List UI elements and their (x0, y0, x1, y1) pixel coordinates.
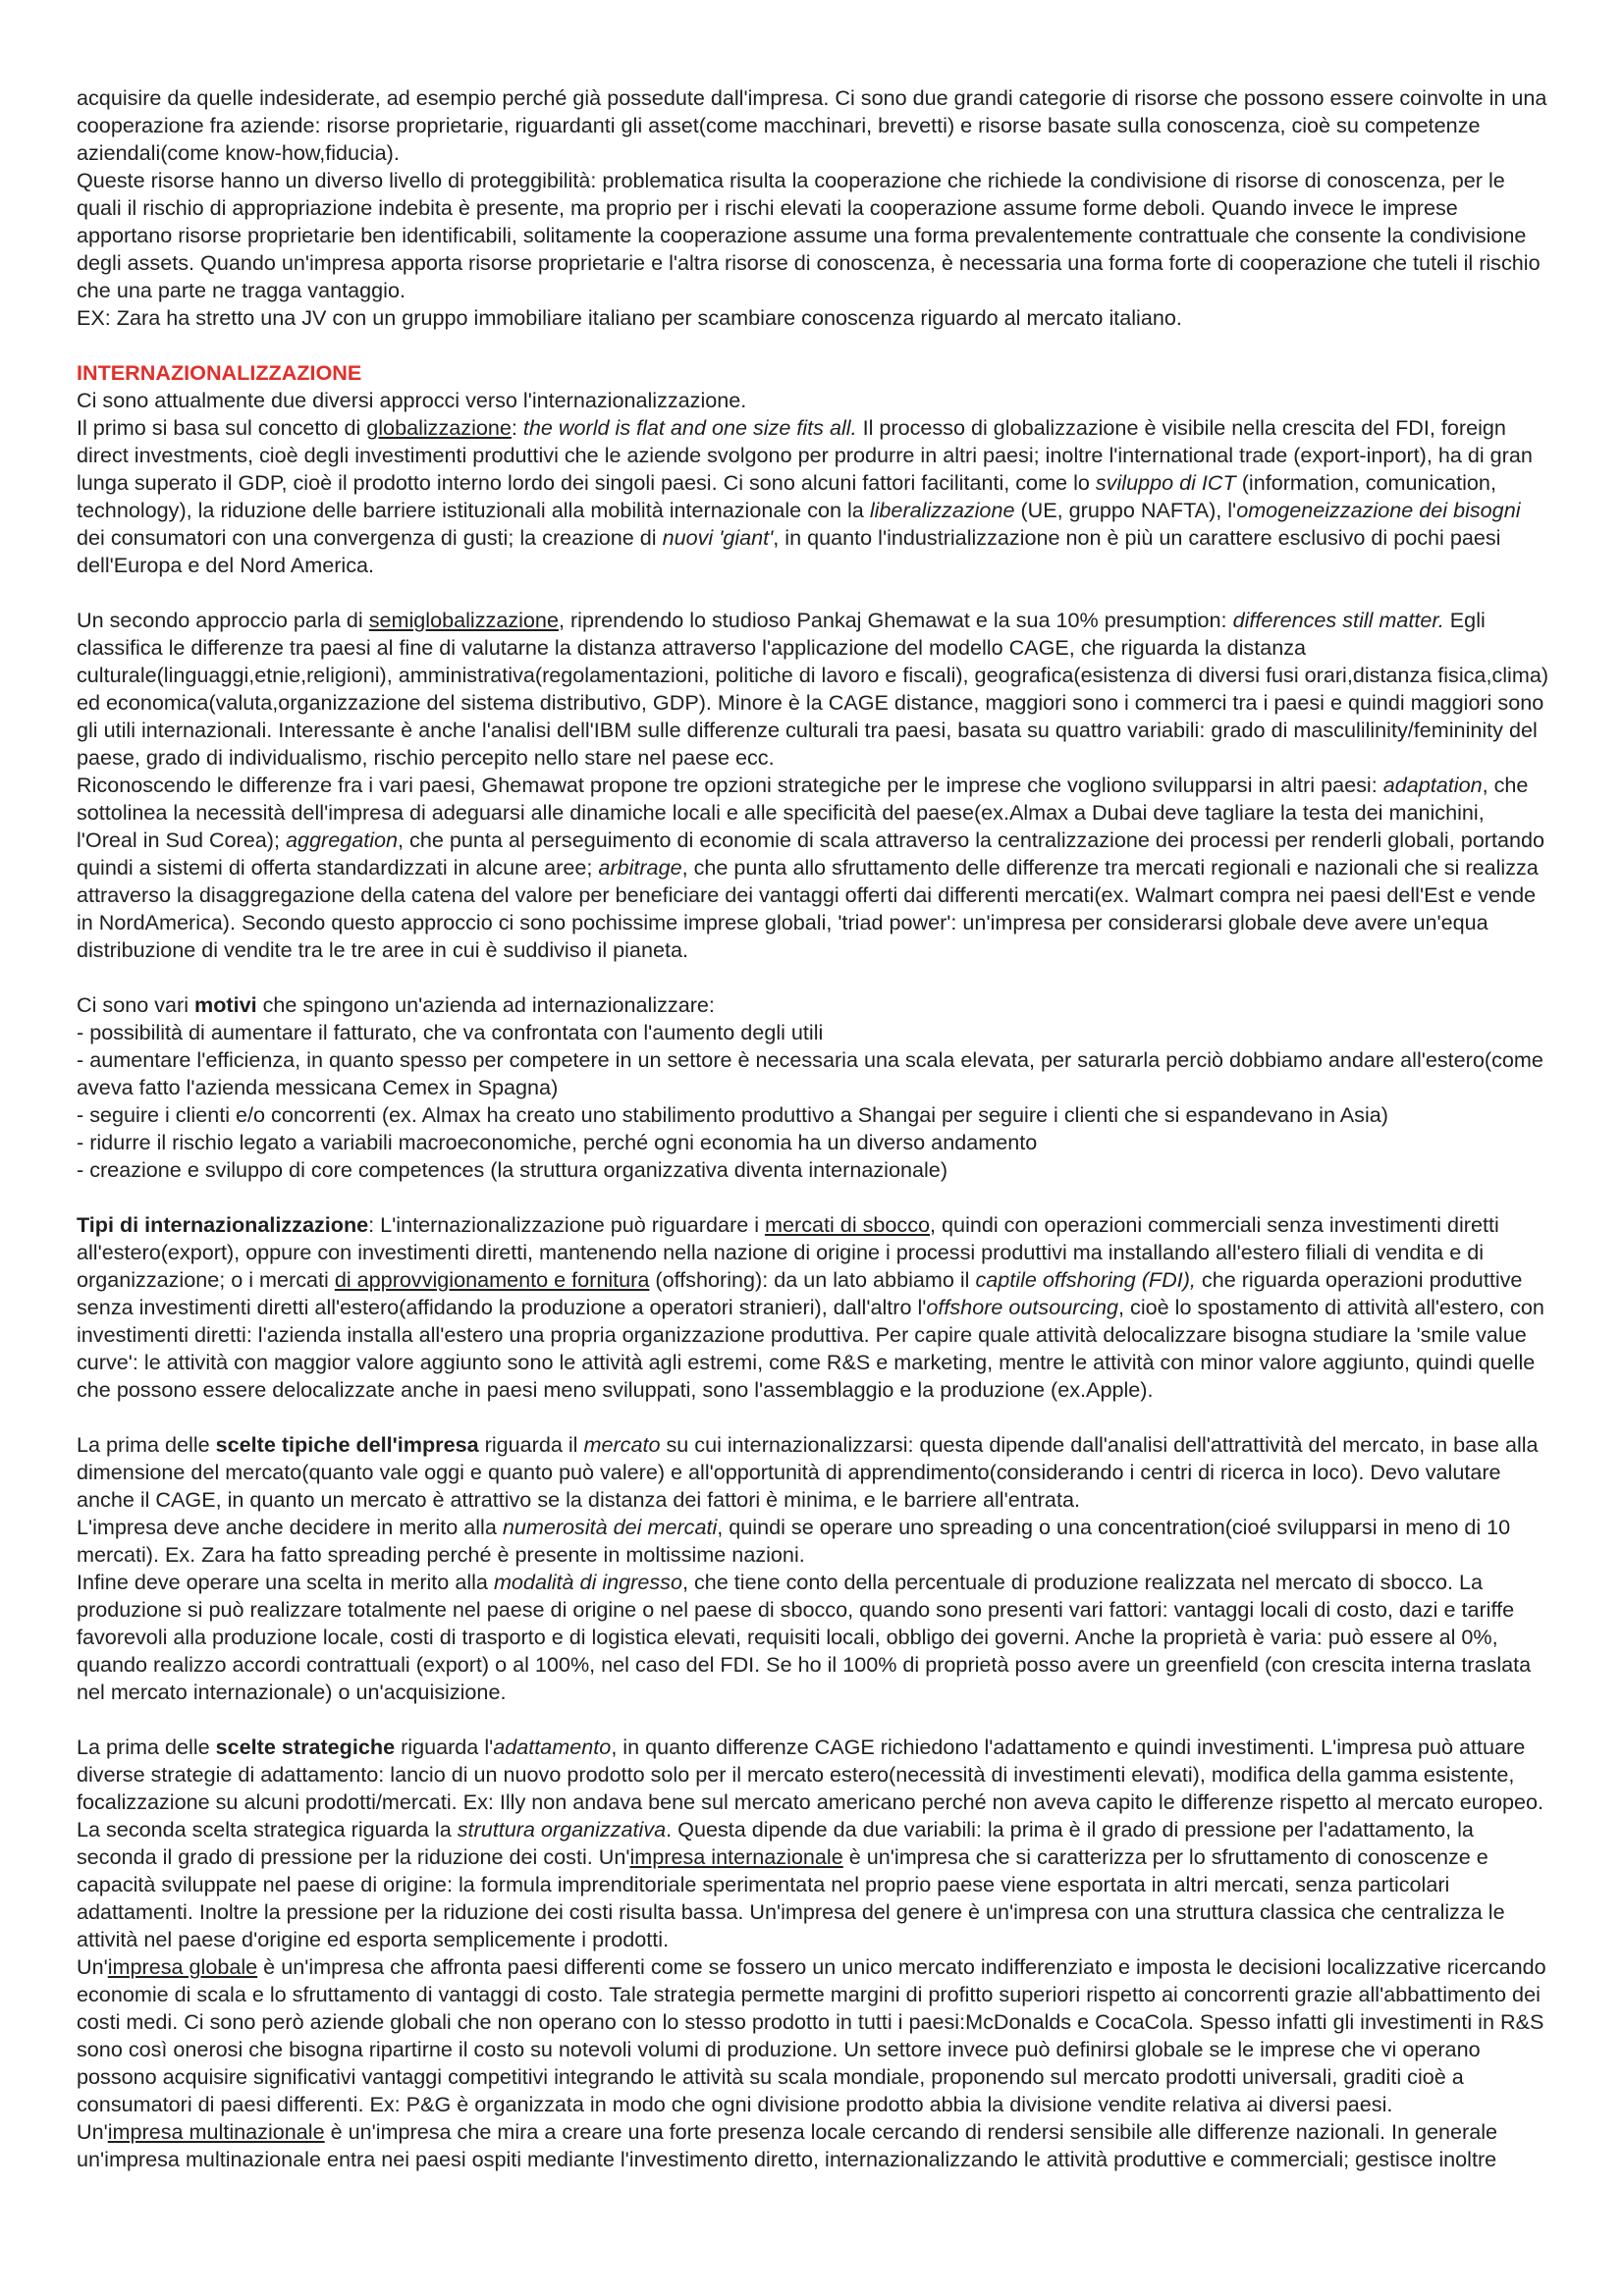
document-page (77, 84, 1549, 2173)
paragraph-modalita: Infine deve operare una scelta in merito alla modalità di ingresso, che tiene conto della percentuale di produzione realizzata nel mercato di sbocco. La produzione si può realizzare totalmente nel paese di origine o nel paese di sbocco, quando sono presenti vari fattori: vantaggi locali di costo, dazi e tariffe favorevoli alla produzione locale, costi di trasporto e di logistica elevati, requisiti locali, obbligo dei governi. Anche la proprietà è varia: può essere al 0%, quando realizzo accordi contrattuali (export) o al 100%, nel caso del FDI. Se ho il 100% di proprietà posso avere un greenfield (con crescita interna traslata nel mercato internazionale) o un'acquisizione. (77, 1570, 1532, 1704)
list-item: - possibilità di aumentare il fatturato, che va confrontata con l'aumento degli utili (77, 1020, 824, 1044)
paragraph-numerosita: L'impresa deve anche decidere in merito alla numerosità dei mercati, quindi se operare uno spreading o una concentration(cioé svilupparsi in meno di 10 mercati). Ex. Zara ha fatto spreading perché è presente in moltissime nazioni. (77, 1515, 1511, 1567)
intro-line: EX: Zara ha stretto una JV con un gruppo immobiliare italiano per scambiare conoscenza riguardo al mercato italiano. (77, 305, 1182, 330)
paragraph-approcci: Ci sono attualmente due diversi approcci verso l'internazionalizzazione. (77, 388, 747, 412)
paragraph-impresa-multinazionale: Un'impresa multinazionale è un'impresa che mira a creare una forte presenza locale cercando di rendersi sensibile alle differenze nazionali. In generale un'impresa multinazionale entra nei paesi ospiti mediante l'investimento diretto, internazionalizzando le attività produttive e commerciali; gestisce inoltre (77, 2119, 1498, 2171)
paragraph-strategie: Riconoscendo le differenze fra i vari paesi, Ghemawat propone tre opzioni strategiche per le imprese che vogliono svilupparsi in altri paesi: adaptation, che sottolinea la necessità dell'impresa di adeguarsi alle dinamiche locali e alle specificità del paese(ex.Almax a Dubai deve tagliare la testa dei manichini, l'Oreal in Sud Corea); aggregation, che punta al perseguimento di economie di scala attraverso la centralizzazione dei processi per renderli globali, portando quindi a sistemi di offerta standardizzati in alcune aree; arbitrage, che punta allo sfruttamento delle differenze tra mercati regionali e nazionali che si realizza attraverso la disaggregazione della catena del valore per beneficiare dei vantaggi offerti dai differenti mercati(ex. Walmart compra nei paesi dell'Est e vende in NordAmerica). Secondo questo approccio ci sono pochissime imprese globali, 'triad power': un'impresa per considerarsi globale deve avere un'equa distribuzione di vendite tra le tre aree in cui è suddiviso il pianeta. (77, 773, 1544, 962)
paragraph-motivi: Ci sono vari motivi che spingono un'azienda ad internazionalizzare: - possibilità di aumentare il fatturato, che va confrontata con l'aumento degli utili - aumentare l'efficienza, in quanto spesso per competere in un settore è necessaria una scala elevata, per saturarla perciò dobbiamo andare all'estero(come aveva fatto l'azienda messicana Cemex in Spagna) - seguire i clienti e/o concorrenti (ex. Almax ha creato uno stabilimento produttivo a Shangai per seguire i clienti che si espandevano in Asia) - ridurre il rischio legato a variabili macroeconomiche, perché ogni economia ha un diverso andamento - creazione e sviluppo di core competences (la struttura organizzativa diventa internazionale) (77, 992, 1543, 1182)
list-item: - ridurre il rischio legato a variabili macroeconomiche, perché ogni economia ha un diverso andamento (77, 1130, 1038, 1154)
list-item: - creazione e sviluppo di core competences (la struttura organizzativa diventa internazionale) (77, 1157, 948, 1182)
section-heading: INTERNAZIONALIZZAZIONE (77, 360, 362, 385)
intro-line: acquisire da quelle indesiderate, ad esempio perché già possedute dall'impresa. Ci sono due grandi categorie di risorse che possono essere coinvolte in una cooperazione fra aziende: risorse proprietarie, riguardanti gli asset(come macchinari, brevetti) e risorse basate sulla conoscenza, cioè su competenze aziendali(come know-how,fiducia). (77, 85, 1547, 165)
paragraph-struttura: La seconda scelta strategica riguarda la struttura organizzativa. Questa dipende da due variabili: la prima è il grado di pressione per l'adattamento, la seconda il grado di pressione per la riduzione dei costi. Un'impresa internazionale è un'impresa che si caratterizza per lo sfruttamento di conoscenze e capacità sviluppate nel paese di origine: la formula imprenditoriale sperimentata nel proprio paese viene esportata in altri mercati, senza particolari adattamenti. Inoltre la pressione per la riduzione dei costi risulta bassa. Un'impresa del genere è un'impresa con una struttura classica che centralizza le attività nel paese d'origine ed esporta semplicemente i prodotti. (77, 1817, 1505, 1951)
intro-paragraph (77, 84, 1549, 332)
list-item: - seguire i clienti e/o concorrenti (ex. Almax ha creato uno stabilimento produttivo a Shangai per seguire i clienti che si espandevano in Asia) (77, 1102, 1388, 1127)
paragraph-impresa-globale: Un'impresa globale è un'impresa che affronta paesi differenti come se fossero un unico mercato indifferenziato e imposta le decisioni localizzative ricercando economie di scala e lo sfruttamento di vantaggi di costo. Tale strategia permette margini di profitto superiori rispetto ai concorrenti grazie all'abbattimento dei costi medi. Ci sono però aziende globali che non operano con lo stesso prodotto in tutti i paesi:McDonalds e CocaCola. Spesso infatti gli investimenti in R&S sono così onerosi che bisogna ripartirne il costo su notevoli volumi di produzione. Un settore invece può definirsi globale se le imprese che vi operano possono acquisire significativi vantaggi competitivi integrando le attività su scala mondiale, proponendo sul mercato prodotti universali, graditi cioè a consumatori di paesi differenti. Ex: P&G è organizzata in modo che ogni divisione prodotto abbia la divisione vendite relativa ai diversi paesi. (77, 1954, 1546, 2116)
paragraph-semiglobalizzazione: Un secondo approccio parla di semiglobalizzazione, riprendendo lo studioso Pankaj Ghemawat e la sua 10% presumption: differences still matter. Egli classifica le differenze tra paesi al fine di valutarne la distanza attraverso l'applicazione del modello CAGE, che riguarda la distanza culturale(linguaggi,etnie,religioni), amministrativa(regolamentazioni, politiche di lavoro e fiscali), geografica(esistenza di diversi fusi orari,distanza fisica,clima) ed economica(valuta,organizzazione del sistema distributivo, GDP). Minore è la CAGE distance, maggiori sono i commerci tra i paesi e quindi maggiori sono gli utili internazionali. Interessante è anche l'analisi dell'IBM sulle differenze culturali tra paesi, basata su quattro variabili: grado di masculilinity/femininity del paese, grado di individualismo, rischio percepito nello stare nel paese ecc. (77, 608, 1549, 770)
list-item: - aumentare l'efficienza, in quanto spesso per competere in un settore è necessaria una scala elevata, per saturarla perciò dobbiamo andare all'estero(come aveva fatto l'azienda messicana Cemex in Spagna) (77, 1047, 1543, 1099)
paragraph-tipi: Tipi di internazionalizzazione: L'internazionalizzazione può riguardare i mercati di sbocco, quindi con operazioni commerciali senza investimenti diretti all'estero(export), oppure con investimenti diretti, mantenendo nella nazione di origine i processi produttivi ma installando all'estero filiali di vendita e di organizzazione; o i mercati di approvvigionamento e fornitura (offshoring): da un lato abbiamo il captile offshoring (FDI), che riguarda operazioni produttive senza investimenti diretti all'estero(affidando la produzione a operatori stranieri), dall'altro l'offshore outsourcing, cioè lo spostamento di attività all'estero, con investimenti diretti: l'azienda installa all'estero una propria organizzazione produttiva. Per capire quale attività delocalizzare bisogna studiare la 'smile value curve': le attività con maggior valore aggiunto sono le attività agli estremi, come R&S e marketing, mentre le attività con minor valore aggiunto, quindi quelle che possono essere delocalizzate anche in paesi meno sviluppati, sono l'assemblaggio e la produzione (ex.Apple). (77, 1212, 1544, 1402)
paragraph-scelte-tipiche: La prima delle scelte tipiche dell'impresa riguarda il mercato su cui internazionalizzarsi: questa dipende dall'analisi dell'attrattività del mercato, in base alla dimensione del mercato(quanto vale oggi e quanto può valere) e all'opportunità di apprendimento(considerando i centri di ricerca in loco). Devo valutare anche il CAGE, in quanto un mercato è attrattivo se la distanza dei fattori è minima, e le barriere all'entrata. (77, 1432, 1539, 1512)
paragraph-scelte-strategiche: La prima delle scelte strategiche riguarda l'adattamento, in quanto differenze CAGE richiedono l'adattamento e quindi investimenti. L'impresa può attuare diverse strategie di adattamento: lancio di un nuovo prodotto solo per il mercato estero(necessità di investimenti elevati), modifica della gamma esistente, focalizzazione su alcuni prodotti/mercati. Ex: Illy non andava bene sul mercato americano perché non aveva capito le differenze rispetto al mercato europeo. (77, 1735, 1544, 1814)
paragraph-globalizzazione: Il primo si basa sul concetto di globalizzazione: the world is flat and one size fits all. Il processo di globalizzazione è visibile nella crescita del FDI, foreign direct investments, cioè degli investimenti produttivi che le aziende svolgono per produrre in altri paesi; inoltre l'international trade (export-inport), ha di gran lunga superato il GDP, cioè il prodotto interno lordo dei singoli paesi. Ci sono alcuni fattori facilitanti, come lo sviluppo di ICT (information, comunication, technology), la riduzione delle barriere istituzionali alla mobilità internazionale con la liberalizzazione (UE, gruppo NAFTA), l'omogeneizzazione dei bisogni dei consumatori con una convergenza di gusti; la creazione di nuovi 'giant', in quanto l'industrializzazione non è più un carattere esclusivo di pochi paesi dell'Europa e del Nord America. (77, 415, 1533, 577)
intro-line: Queste risorse hanno un diverso livello di proteggibilità: problematica risulta la cooperazione che richiede la condivisione di risorse di conoscenza, per le quali il rischio di appropriazione indebita è presente, ma proprio per i rischi elevati la cooperazione assume forme deboli. Quando invece le imprese apportano risorse proprietarie ben identificabili, solitamente la cooperazione assume una forma prevalentemente contrattuale che consente la condivisione degli assets. Quando un'impresa apporta risorse proprietarie e l'altra risorse di conoscenza, è necessaria una forma forte di cooperazione che tuteli il rischio che una parte ne tragga vantaggio. (77, 168, 1541, 302)
